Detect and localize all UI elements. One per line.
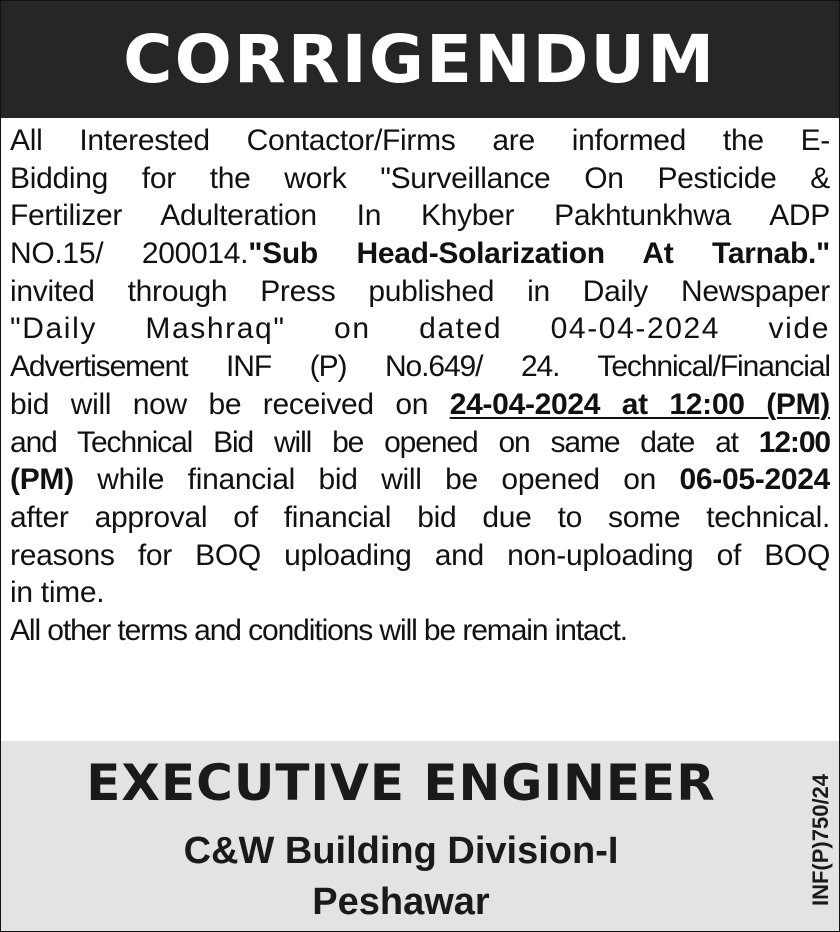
notice-line-10	[10, 461, 830, 499]
page-title: CORRIGENDUM	[123, 20, 717, 98]
notice-line-1: All Interested Contactor/Firms are informed the E-	[10, 124, 830, 157]
notice-line-13: in time.	[10, 576, 105, 610]
notice-line-4	[10, 235, 830, 273]
bid-received-text: bid will now be received on	[10, 387, 450, 421]
reference-number-container	[805, 755, 837, 925]
financial-bid-date: 06-05-2024	[679, 463, 830, 497]
bid-received-date: 24-04-2024 at 12:00 (PM)	[449, 387, 830, 421]
header-banner	[1, 1, 839, 118]
notice-line-12: reasons for BOQ uploading and non-uploading of BOQ	[10, 538, 830, 572]
adp-number: NO.15/ 200014.	[10, 237, 249, 271]
notice-line-8	[10, 386, 830, 424]
reference-number: INF(P)750/24	[808, 773, 833, 907]
pm-text: (PM)	[10, 463, 74, 497]
notice-line-2: Bidding for the work "Surveillance On Pesticide &	[10, 161, 830, 195]
notice-line-6: "Daily Mashraq" on dated 04-04-2024 vide	[10, 312, 830, 346]
technical-bid-time: 12:00	[758, 425, 830, 459]
sub-head-text: "Sub Head-Solarization At Tarnab."	[248, 237, 830, 271]
notice-line-9	[10, 424, 830, 462]
notice-line-7: Advertisement INF (P) No.649/ 24. Technical/Financial	[10, 350, 830, 384]
notice-line-3: Fertilizer Adulteration In Khyber Pakhtunkhwa ADP	[10, 199, 830, 233]
signatory-city: Peshawar	[312, 881, 490, 923]
technical-bid-text: and Technical Bid will be opened on same date at	[10, 425, 759, 459]
notice-line-5: invited through Press published in Daily Newspaper	[10, 274, 830, 308]
notice-line-14: All other terms and conditions will be remain intact.	[10, 613, 628, 647]
notice-line-11: after approval of financial bid due to some technical.	[10, 500, 830, 534]
notice-body	[10, 122, 830, 650]
signature-block	[1, 741, 839, 931]
signatory-title: EXECUTIVE ENGINEER	[86, 754, 716, 812]
signatory-division: C&W Building Division-I	[183, 830, 619, 872]
financial-bid-text: while financial bid will be opened on	[73, 463, 680, 497]
